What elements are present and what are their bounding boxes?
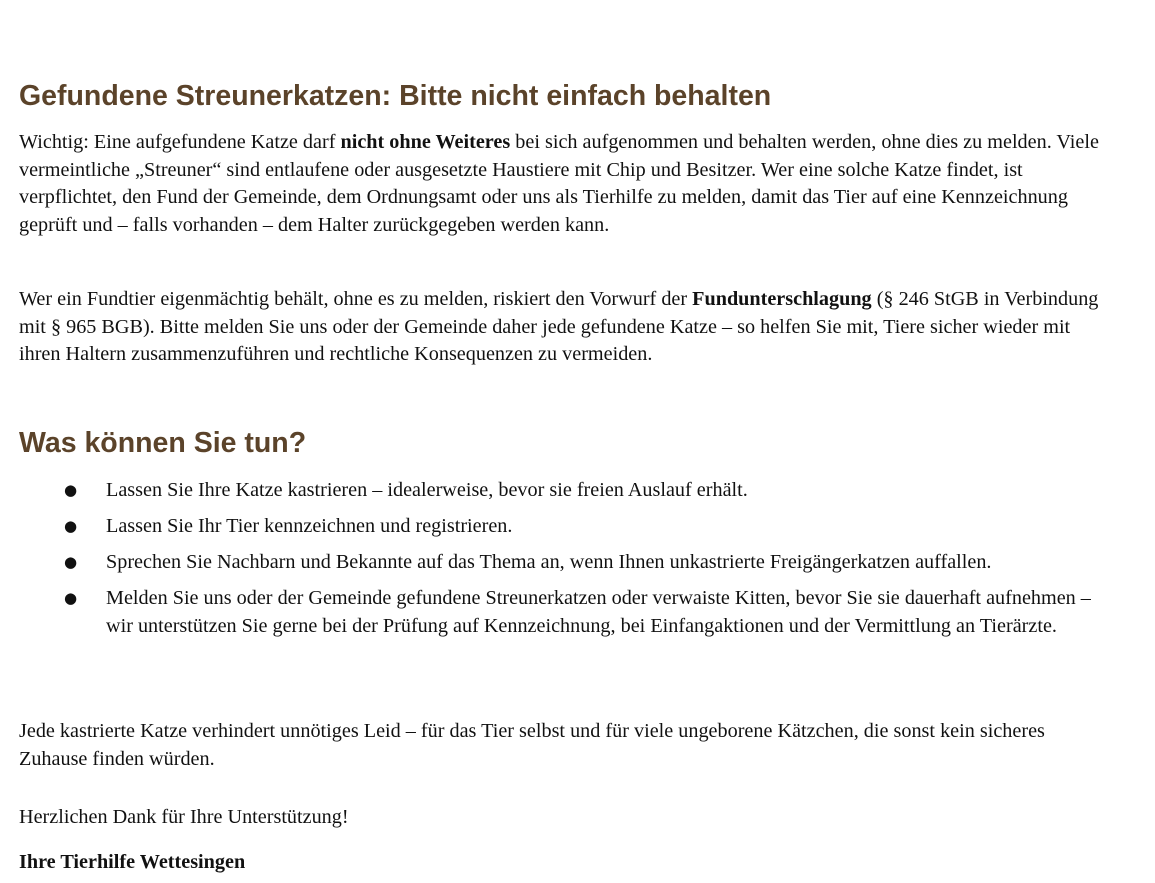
bullet-icon: ● [64,553,78,572]
list-item [19,477,1109,505]
list-item [19,549,1109,577]
list-item-text: Sprechen Sie Nachbarn und Bekannte auf das Thema an, wenn Ihnen unkastrierte Freigängerkatzen auffallen. [106,551,992,574]
intro-text-start: Wichtig: Eine aufgefundene Katze darf [19,131,341,153]
list-item-text: Lassen Sie Ihre Katze kastrieren – idealerweise, bevor sie freien Auslauf erhält. [106,479,748,501]
bullet-icon: ● [64,517,78,536]
closing-paragraph: Jede kastrierte Katze verhindert unnötiges Leid – für das Tier selbst und für viele ungeborene Kätzchen, die sonst kein sicheres Zuhause finden würden. [19,720,1045,770]
legal-bold-text: Fundunterschlagung [692,288,872,310]
intro-bold-text: nicht ohne Weiteres [340,131,511,153]
legal-text-start: Wer ein Fundtier eigenmächtig behält, ohne es zu melden, riskiert den Vorwurf der [19,288,693,310]
legal-paragraph [19,286,1109,369]
intro-paragraph [19,129,1109,239]
bullet-icon: ● [64,481,78,499]
thanks-line: Herzlichen Dank für Ihre Unterstützung! [19,806,349,828]
signature: Ihre Tierhilfe Wettesingen [19,851,246,873]
list-item [19,585,1109,640]
intro-text-end: bei sich aufgenommen und behalten werden, ohne dies zu melden. Viele vermeintliche „Streuner“ sind entlaufene oder ausgesetzte Haustiere mit Chip und Besitzer. Wer eine solche Katze findet, ist verpflichtet, den Fund der Gemeinde, dem Ordnungsamt oder uns als Tierhilfe zu melden, damit das Tier auf eine Kennzeichnung geprüft und – falls vorhanden – dem Halter zurückgegeben werden kann. [19,131,1099,236]
action-list [19,477,1109,649]
legal-text-end: (§ 246 StGB in Verbindung mit § 965 BGB). Bitte melden Sie uns oder der Gemeinde daher jede gefundene Katze – so helfen Sie mit, Tiere sicher wieder mit ihren Haltern zusammenzuführen und rechtliche Konsequenzen zu vermeiden. [19,288,1099,366]
section-heading: Was können Sie tun? [19,427,307,459]
list-item-text: Lassen Sie Ihr Tier kennzeichnen und registrieren. [106,515,513,538]
list-item [19,513,1109,541]
page-title: Gefundene Streunerkatzen: Bitte nicht einfach behalten [19,80,772,112]
list-item-text: Melden Sie uns oder der Gemeinde gefundene Streunerkatzen oder verwaiste Kitten, bevor Sie sie dauerhaft aufnehmen – wir unterstützen Sie gerne bei der Prüfung auf Kennzeichnung, bei Einfangaktionen und der Vermittlung an Tierärzte. [106,587,1091,637]
bullet-icon: ● [64,589,78,608]
